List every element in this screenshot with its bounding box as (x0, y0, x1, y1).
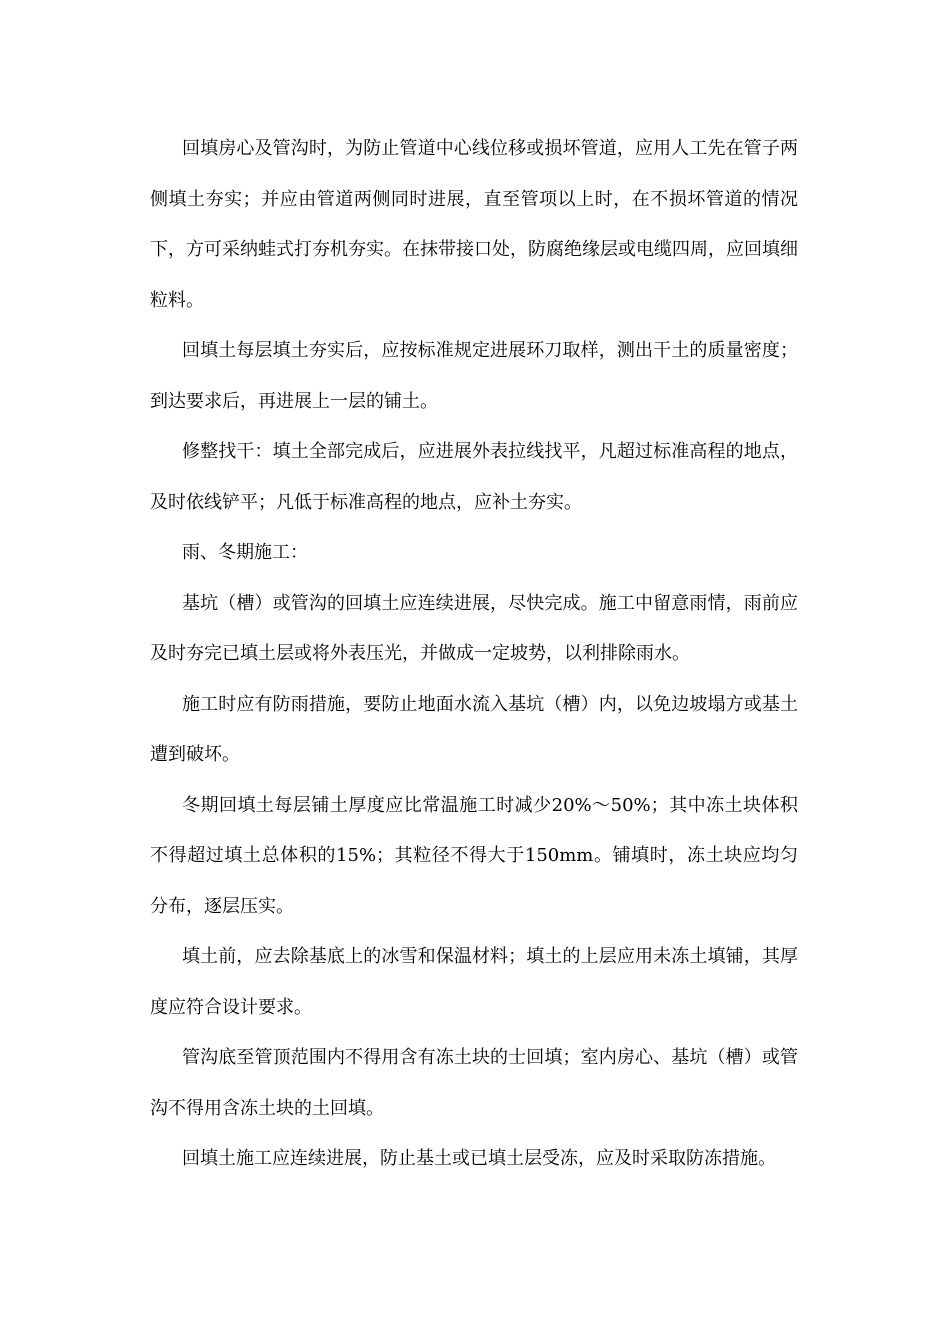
paragraph-leveling: 修整找干：填土全部完成后，应进展外表拉线找平，凡超过标准高程的地点，及时依线铲平；凡低于标准高程的地点，应补土夯实。 (150, 441, 798, 513)
paragraph-rain-winter-heading: 雨、冬期施工： (182, 542, 308, 563)
paragraph-compaction-sampling: 回填土每层填土夯实后，应按标准规定进展环刀取样，测出干土的质量密度；到达要求后，再进展上一层的铺土。 (150, 340, 798, 412)
paragraph-frost-protection: 回填土施工应连续进展，防止基土或已填土层受冻，应及时采取防冻措施。 (182, 1148, 776, 1169)
paragraph-winter-layer-thickness: 冬期回填土每层铺土厚度应比常温施工时减少20%～50%；其中冻土块体积不得超过填土总体积的15%；其粒径不得大于150mm。铺填时，冻土块应均匀分布，逐层压实。 (150, 794, 798, 917)
document-body (150, 124, 798, 1185)
paragraph-rain-protection: 施工时应有防雨措施，要防止地面水流入基坑（槽）内，以免边坡塌方或基土遭到破坏。 (150, 693, 798, 765)
paragraph-backfill-pipe-trench: 回填房心及管沟时，为防止管道中心线位移或损坏管道，应用人工先在管子两侧填土夯实；并应由管道两侧同时进展，直至管项以上时，在不损坏管道的情况下，方可采纳蛙式打夯机夯实。在抹带接口处，防腐绝缘层或电缆四周，应回填细粒料。 (150, 138, 798, 311)
paragraph-continuous-backfill: 基坑（槽）或管沟的回填土应连续进展，尽快完成。施工中留意雨情，雨前应及时夯完已填土层或将外表压光，并做成一定坡势，以利排除雨水。 (150, 592, 798, 664)
paragraph-frozen-soil-restriction: 管沟底至管顶范围内不得用含有冻土块的士回填；室内房心、基坑（槽）或管沟不得用含冻土块的土回填。 (150, 1047, 798, 1119)
paragraph-clear-snow: 填土前，应去除基底上的冰雪和保温材料；填土的上层应用未冻土填铺，其厚度应符合设计要求。 (150, 946, 798, 1018)
